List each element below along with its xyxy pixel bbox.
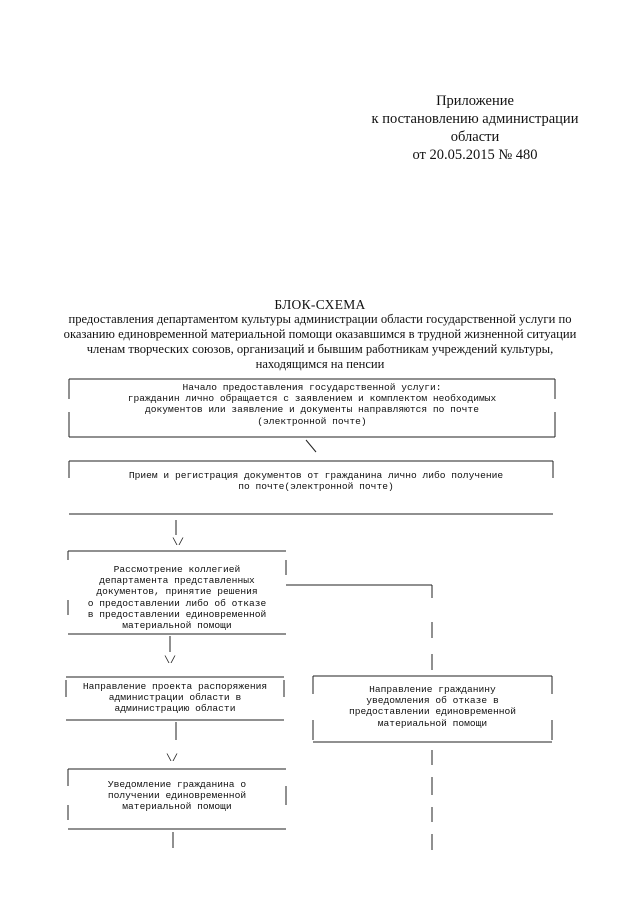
start-step-line-4: (электронной почте) (257, 415, 367, 427)
appendix-region: области (450, 129, 500, 145)
start-step-line-2: гражданин лично обращается с заявлением и комплектом необходимых (127, 393, 497, 405)
notify-step-line-1: Уведомление гражданина о (107, 779, 247, 790)
arrow-head-1: \/ (172, 538, 185, 549)
order-step-line-3: администрацию области (114, 703, 236, 715)
notify-step-line-2: получении единовременной (107, 790, 247, 802)
start-step-box (70, 382, 554, 427)
review-step-line-2: департамента представленных (99, 575, 255, 587)
review-step-line-3: документов, принятие решения (96, 586, 258, 598)
start-step-line-3: документов или заявление и документы направляются по почте (145, 404, 479, 416)
review-step-line-1: Рассмотрение коллегией (113, 564, 241, 575)
reception-step-box (80, 470, 552, 492)
order-step-line-2: администрации области в (108, 692, 242, 704)
reception-step-line-1: Прием и регистрация документов от гражданина лично либо получение (128, 470, 504, 481)
order-step-box (66, 681, 284, 715)
start-step-line-1: Начало предоставления государственной услуги: (182, 382, 442, 393)
heading-line-4: находящимся на пенсии (255, 357, 385, 371)
review-step-box (68, 564, 286, 631)
appendix-title: Приложение (436, 93, 514, 109)
notify-step-box (68, 779, 286, 813)
refusal-step-line-1: Направление гражданину (369, 684, 496, 695)
connector-start-reception (306, 440, 316, 452)
appendix-date-number: от 20.05.2015 № 480 (412, 147, 538, 163)
heading-line-3: членам творческих союзов, организаций и бывшим работникам учреждений культуры, (86, 342, 554, 356)
refusal-step-line-4: материальной помощи (377, 717, 488, 729)
arrow-head-2: \/ (164, 656, 177, 667)
arrow-head-3: \/ (166, 754, 179, 765)
appendix-resolution: к постановлению администрации (371, 111, 579, 127)
review-step-line-6: материальной помощи (122, 620, 232, 632)
refusal-step-box (313, 684, 552, 729)
review-step-line-5: в предоставлении единовременной (87, 608, 267, 620)
reception-step-line-2: по почте(электронной почте) (238, 481, 394, 493)
heading-title: БЛОК-СХЕМА (274, 297, 366, 312)
order-step-line-1: Направление проекта распоряжения (82, 681, 268, 692)
heading-line-1: предоставления департаментом культуры администрации области государственной услуги по (68, 312, 572, 326)
notify-step-line-3: материальной помощи (122, 801, 232, 813)
heading-line-2: оказанию единовременной материальной помощи оказавшимся в трудной жизненной ситуации (63, 327, 577, 341)
review-step-line-4: о предоставлении либо об отказе (87, 597, 267, 609)
refusal-step-line-3: предоставлении единовременной (349, 706, 516, 718)
refusal-step-line-2: уведомления об отказе в (366, 695, 499, 707)
